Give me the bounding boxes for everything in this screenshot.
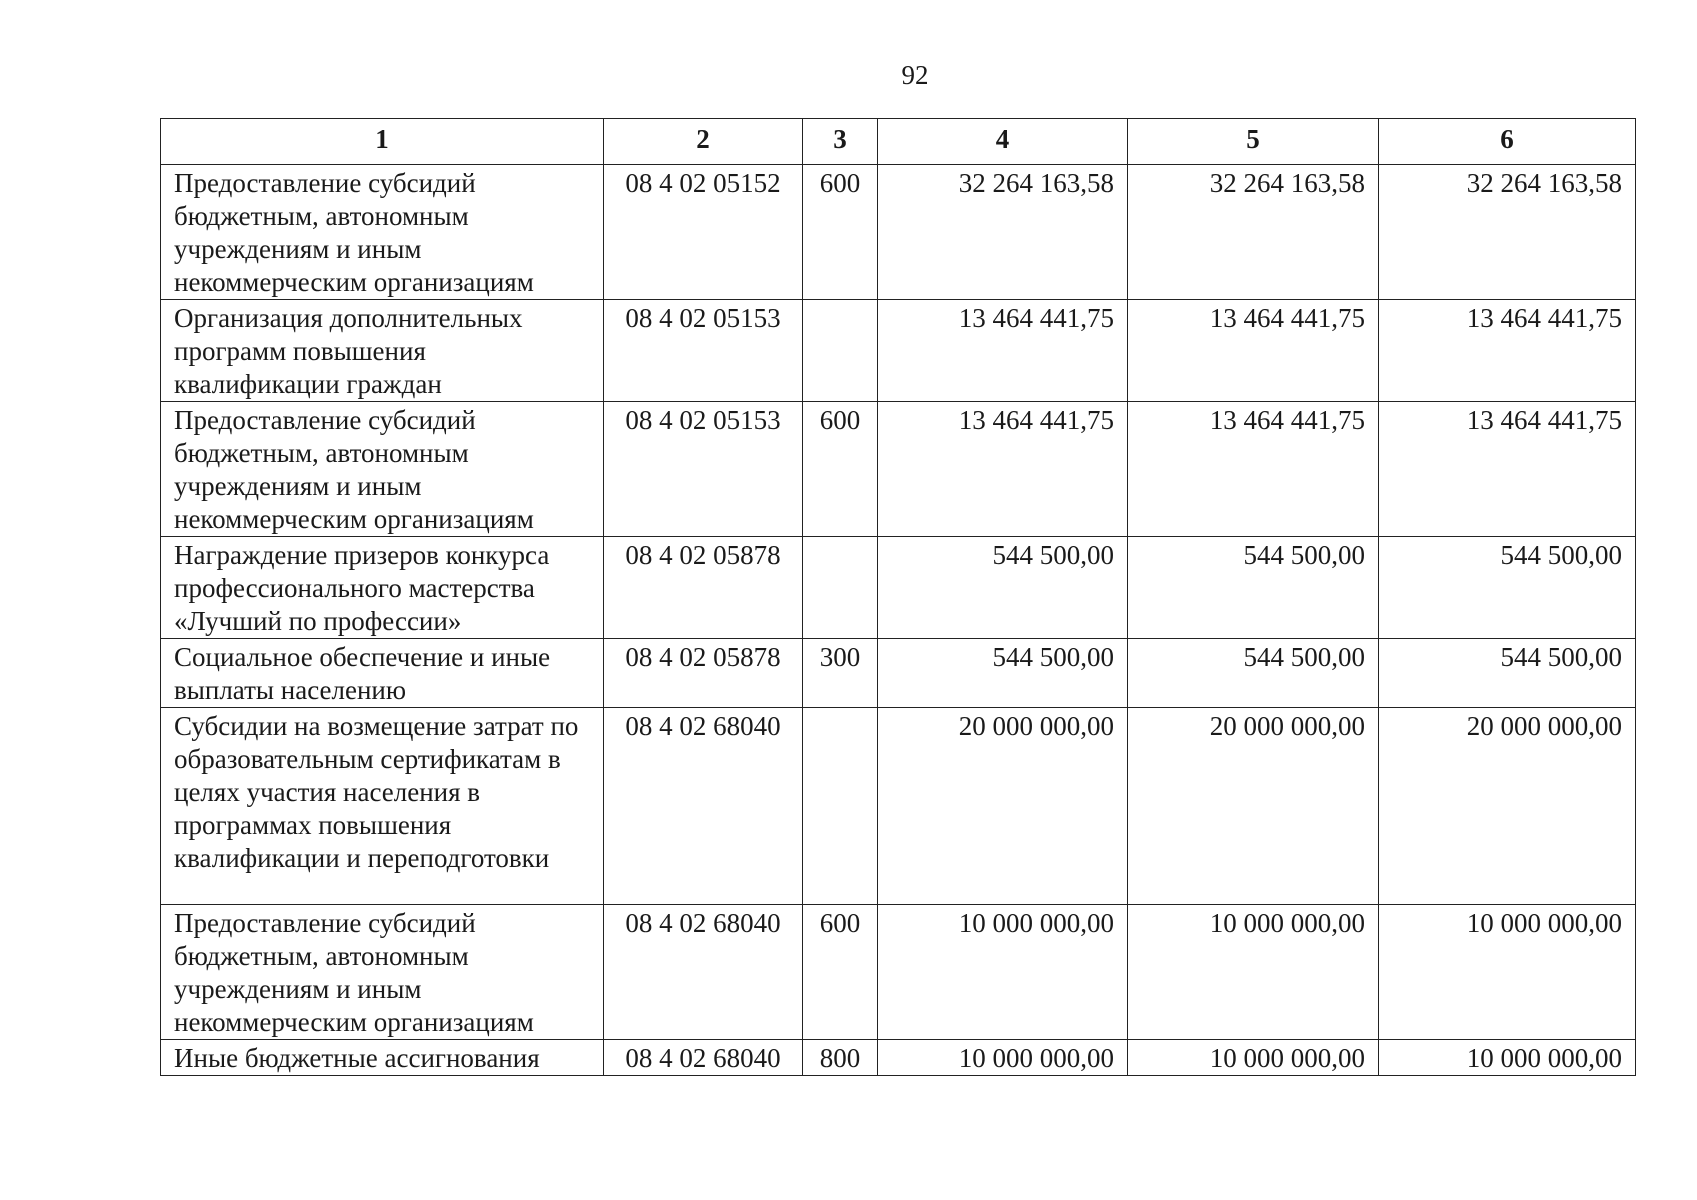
row-value-6: 32 264 163,58 <box>1379 165 1636 300</box>
column-header-2: 2 <box>604 119 803 165</box>
row-type: 800 <box>803 1040 878 1076</box>
row-value-6: 13 464 441,75 <box>1379 300 1636 402</box>
row-value-6: 13 464 441,75 <box>1379 402 1636 537</box>
column-header-4: 4 <box>878 119 1128 165</box>
row-name: Награждение призеров конкурса профессионального мастерства «Лучший по профессии» <box>161 537 604 639</box>
table-row <box>161 1040 1636 1076</box>
row-type: 600 <box>803 165 878 300</box>
row-value-4: 544 500,00 <box>878 537 1128 639</box>
column-header-6: 6 <box>1379 119 1636 165</box>
row-code: 08 4 02 05153 <box>604 402 803 537</box>
row-code: 08 4 02 05878 <box>604 537 803 639</box>
row-value-5: 20 000 000,00 <box>1128 708 1379 905</box>
row-value-5: 544 500,00 <box>1128 639 1379 708</box>
row-value-4: 32 264 163,58 <box>878 165 1128 300</box>
table-row <box>161 165 1636 300</box>
row-code: 08 4 02 68040 <box>604 708 803 905</box>
row-value-5: 13 464 441,75 <box>1128 300 1379 402</box>
row-code: 08 4 02 68040 <box>604 905 803 1040</box>
row-type <box>803 708 878 905</box>
row-value-6: 10 000 000,00 <box>1379 1040 1636 1076</box>
row-name: Иные бюджетные ассигнования <box>161 1040 604 1076</box>
column-header-5: 5 <box>1128 119 1379 165</box>
row-code: 08 4 02 68040 <box>604 1040 803 1076</box>
row-value-4: 20 000 000,00 <box>878 708 1128 905</box>
row-value-4: 544 500,00 <box>878 639 1128 708</box>
row-value-5: 13 464 441,75 <box>1128 402 1379 537</box>
row-name: Предоставление субсидий бюджетным, автономным учреждениям и иным некоммерческим организациям <box>161 402 604 537</box>
column-header-3: 3 <box>803 119 878 165</box>
row-value-5: 32 264 163,58 <box>1128 165 1379 300</box>
row-value-6: 544 500,00 <box>1379 639 1636 708</box>
table-row <box>161 639 1636 708</box>
table-row <box>161 905 1636 1040</box>
row-name: Субсидии на возмещение затрат по образовательным сертификатам в целях участия населения в программах повышения квалификации и переподготовки <box>161 708 604 905</box>
row-code: 08 4 02 05153 <box>604 300 803 402</box>
row-code: 08 4 02 05152 <box>604 165 803 300</box>
row-type: 600 <box>803 402 878 537</box>
row-value-4: 10 000 000,00 <box>878 1040 1128 1076</box>
row-type: 300 <box>803 639 878 708</box>
row-name: Предоставление субсидий бюджетным, автономным учреждениям и иным некоммерческим организациям <box>161 905 604 1040</box>
row-code: 08 4 02 05878 <box>604 639 803 708</box>
row-value-5: 10 000 000,00 <box>1128 905 1379 1040</box>
row-name: Социальное обеспечение и иные выплаты населению <box>161 639 604 708</box>
row-type <box>803 537 878 639</box>
table-row <box>161 300 1636 402</box>
row-value-4: 13 464 441,75 <box>878 300 1128 402</box>
row-name: Предоставление субсидий бюджетным, автономным учреждениям и иным некоммерческим организациям <box>161 165 604 300</box>
table-row <box>161 708 1636 905</box>
row-type <box>803 300 878 402</box>
row-value-5: 10 000 000,00 <box>1128 1040 1379 1076</box>
column-header-1: 1 <box>161 119 604 165</box>
header-row <box>161 119 1636 165</box>
row-value-6: 10 000 000,00 <box>1379 905 1636 1040</box>
row-value-5: 544 500,00 <box>1128 537 1379 639</box>
table-row <box>161 402 1636 537</box>
page-number: 92 <box>901 60 929 90</box>
row-name: Организация дополнительных программ повышения квалификации граждан <box>161 300 604 402</box>
row-value-4: 10 000 000,00 <box>878 905 1128 1040</box>
row-value-6: 544 500,00 <box>1379 537 1636 639</box>
budget-table <box>160 118 1636 1076</box>
row-value-4: 13 464 441,75 <box>878 402 1128 537</box>
row-type: 600 <box>803 905 878 1040</box>
row-value-6: 20 000 000,00 <box>1379 708 1636 905</box>
table-row <box>161 537 1636 639</box>
